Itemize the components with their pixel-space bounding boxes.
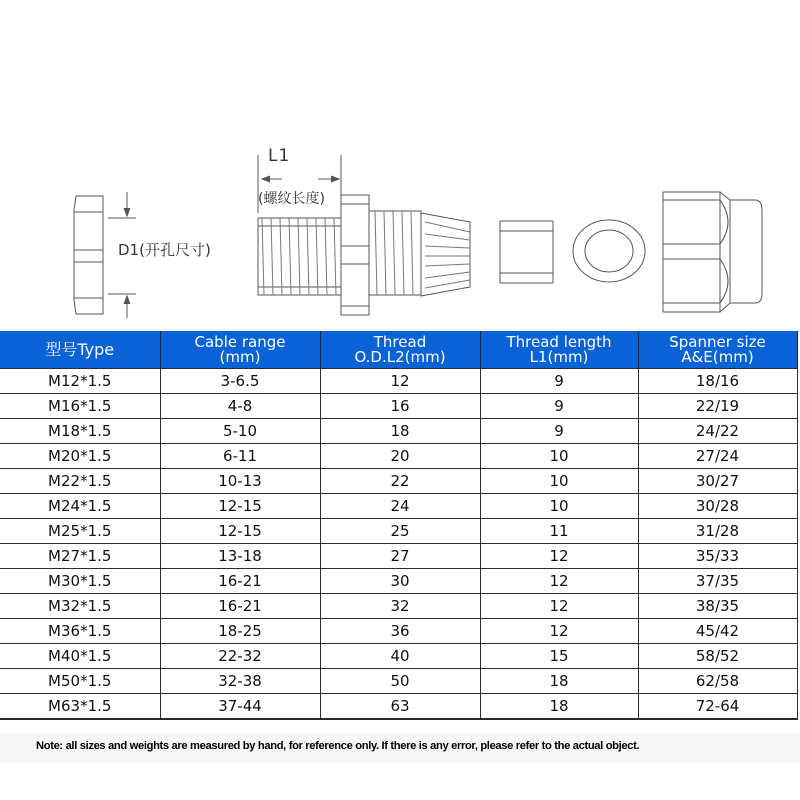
table-row: M40*1.5 22-32 40 15 58/52 xyxy=(0,644,797,669)
dome-cap-nut-drawing xyxy=(663,192,762,312)
table-row: M36*1.5 18-25 36 12 45/42 xyxy=(0,619,797,644)
header-cable-range: Cable range (mm) xyxy=(160,331,320,369)
table-row: M24*1.5 12-15 24 10 30/28 xyxy=(0,494,797,519)
header-thread-od: Thread O.D.L2(mm) xyxy=(320,331,480,369)
seal-insert-drawing xyxy=(500,221,553,283)
disclaimer-text: Note: all sizes and weights are measured by hand, for reference only. If there is any error, please refer to the actual object. xyxy=(36,740,640,752)
thread-length-label: (螺纹长度) xyxy=(258,191,325,207)
table-row: M22*1.5 10-13 22 10 30/27 xyxy=(0,469,797,494)
d1-hole-size-label: D1(开孔尺寸) xyxy=(118,241,211,259)
cable-gland-drawing xyxy=(0,0,800,330)
table-row: M30*1.5 16-21 30 12 37/35 xyxy=(0,569,797,594)
header-spanner-size: Spanner size A&E(mm) xyxy=(638,331,797,369)
l1-dimension-label: L1 xyxy=(268,146,291,166)
table-row: M50*1.5 32-38 50 18 62/58 xyxy=(0,669,797,694)
table-row: M16*1.5 4-8 16 9 22/19 xyxy=(0,394,797,419)
table-header-row xyxy=(0,331,797,369)
table-row: M18*1.5 5-10 18 9 24/22 xyxy=(0,419,797,444)
table-row: M32*1.5 16-21 32 12 38/35 xyxy=(0,594,797,619)
table-row: M12*1.5 3-6.5 12 9 18/16 xyxy=(0,369,797,394)
header-thread-length: Thread length L1(mm) xyxy=(480,331,638,369)
header-type: 型号Type xyxy=(0,331,160,369)
gland-body-drawing xyxy=(258,155,470,315)
table-row: M25*1.5 12-15 25 11 31/28 xyxy=(0,519,797,544)
table-row: M27*1.5 13-18 27 12 35/33 xyxy=(0,544,797,569)
table-row: M20*1.5 6-11 20 10 27/24 xyxy=(0,444,797,469)
table-row: M63*1.5 37-44 63 18 72-64 xyxy=(0,694,797,720)
spec-table xyxy=(0,331,798,720)
disclaimer-note xyxy=(0,733,800,763)
sealing-ring-drawing xyxy=(573,220,645,282)
